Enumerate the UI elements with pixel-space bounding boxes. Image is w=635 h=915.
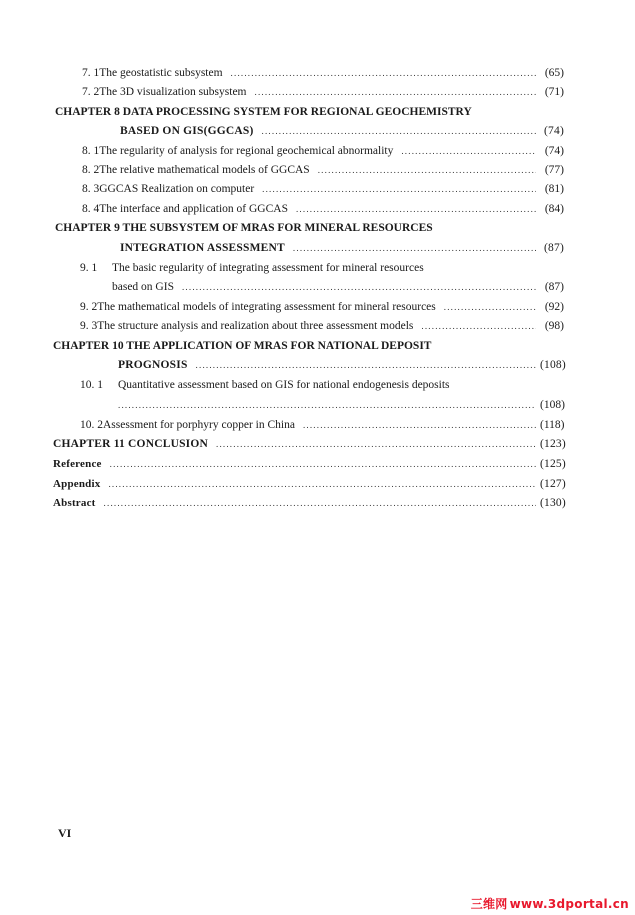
- dot-leader: [262, 182, 536, 196]
- entry-title: Abstract: [53, 497, 96, 509]
- section-title-continued: based on GIS: [112, 281, 174, 293]
- dot-leader: [182, 280, 536, 294]
- dot-leader: [118, 398, 536, 412]
- toc-entry-8-3[interactable]: [82, 182, 564, 196]
- page-number: (87): [544, 281, 564, 293]
- dot-leader: [110, 457, 536, 471]
- toc-entry-7-1[interactable]: [82, 66, 564, 80]
- toc-entry-10-1-first-line[interactable]: [80, 378, 450, 392]
- dot-leader: [296, 202, 536, 216]
- section-title: Quantitative assessment based on GIS for national endogenesis deposits: [118, 379, 450, 391]
- section-number: 9. 2: [80, 301, 98, 313]
- site-watermark: [471, 895, 629, 911]
- page-number: (77): [544, 164, 564, 176]
- watermark-url: www.3dportal.cn: [509, 897, 629, 911]
- page-number: (118): [540, 419, 565, 431]
- toc-entry-10-1[interactable]: [110, 398, 564, 412]
- chapter-title-continued: INTEGRATION ASSESSMENT: [120, 242, 285, 254]
- section-title: The regularity of analysis for regional geochemical abnormality: [99, 145, 394, 157]
- dot-leader: [401, 144, 536, 158]
- chapter-title-continued: BASED ON GIS(GGCAS): [120, 125, 254, 137]
- toc-entry-9-2[interactable]: [80, 300, 564, 314]
- chapter-8-heading[interactable]: CHAPTER 8 DATA PROCESSING SYSTEM FOR REGIONAL GEOCHEMISTRY: [55, 106, 472, 118]
- page-number: (108): [540, 399, 565, 411]
- section-number: 7. 2: [82, 86, 100, 98]
- section-title: The 3D visualization subsystem: [99, 86, 247, 98]
- dot-leader: [231, 66, 536, 80]
- dot-leader: [318, 163, 536, 177]
- chapter-title: CHAPTER 11 CONCLUSION: [53, 438, 208, 450]
- section-title: The geostatistic subsystem: [99, 67, 223, 79]
- section-title: GGCAS Realization on computer: [99, 183, 255, 195]
- section-title: The structure analysis and realization about three assessment models: [97, 320, 414, 332]
- dot-leader: [421, 319, 536, 333]
- section-title: The basic regularity of integrating assessment for mineral resources: [112, 262, 424, 274]
- section-number: 10. 1: [80, 379, 103, 391]
- toc-entry-chapter-9[interactable]: [120, 241, 564, 255]
- dot-leader: [196, 358, 536, 372]
- section-number: 10. 2: [80, 419, 103, 431]
- chapter-10-heading[interactable]: CHAPTER 10 THE APPLICATION OF MRAS FOR NATIONAL DEPOSIT: [53, 340, 432, 352]
- toc-entry-7-2[interactable]: [82, 85, 564, 99]
- section-title: Assessment for porphyry copper in China: [103, 419, 295, 431]
- section-number: 9. 3: [80, 320, 98, 332]
- section-number: 9. 1: [80, 262, 98, 274]
- page-number: (123): [540, 438, 566, 450]
- section-title: The interface and application of GGCAS: [99, 203, 288, 215]
- toc-entry-appendix[interactable]: [53, 477, 564, 491]
- page-number: (125): [540, 458, 566, 470]
- page-number: (127): [540, 478, 566, 490]
- toc-entry-reference[interactable]: [53, 457, 564, 471]
- dot-leader: [255, 85, 537, 99]
- dot-leader: [108, 477, 536, 491]
- section-number: 8. 2: [82, 164, 100, 176]
- section-number: 8. 4: [82, 203, 100, 215]
- dot-leader: [444, 300, 536, 314]
- toc-entry-9-1[interactable]: [112, 280, 564, 294]
- entry-title: Appendix: [53, 478, 101, 490]
- chapter-9-heading[interactable]: CHAPTER 9 THE SUBSYSTEM OF MRAS FOR MINERAL RESOURCES: [55, 222, 433, 234]
- page-number: (84): [544, 203, 564, 215]
- toc-entry-chapter-8[interactable]: [120, 124, 564, 138]
- page-number: (74): [544, 125, 564, 137]
- page-number: (92): [544, 301, 564, 313]
- page-number: (81): [544, 183, 564, 195]
- toc-entry-9-3[interactable]: [80, 319, 564, 333]
- toc-entry-8-4[interactable]: [82, 202, 564, 216]
- page-number: (65): [544, 67, 564, 79]
- dot-leader: [293, 241, 536, 255]
- page-number: (71): [544, 86, 564, 98]
- section-title: The relative mathematical models of GGCAS: [99, 164, 310, 176]
- toc-entry-10-2[interactable]: [80, 418, 564, 432]
- page-number: (108): [540, 359, 566, 371]
- toc-entry-chapter-10[interactable]: [118, 358, 564, 372]
- toc-entry-8-1[interactable]: [82, 144, 564, 158]
- dot-leader: [262, 124, 536, 138]
- page-number: (130): [540, 497, 566, 509]
- page-number: (87): [544, 242, 564, 254]
- watermark-cn: 三维网: [470, 897, 508, 911]
- section-title: The mathematical models of integrating assessment for mineral resources: [97, 301, 436, 313]
- toc-entry-abstract[interactable]: [53, 496, 564, 510]
- toc-entry-chapter-11[interactable]: [53, 437, 564, 451]
- toc-entry-9-1-first-line[interactable]: [80, 261, 424, 275]
- dot-leader: [303, 418, 536, 432]
- section-number: 7. 1: [82, 67, 100, 79]
- dot-leader: [216, 437, 536, 451]
- page-number: (74): [544, 145, 564, 157]
- toc-entry-8-2[interactable]: [82, 163, 564, 177]
- chapter-title-continued: PROGNOSIS: [118, 359, 188, 371]
- page-number: (98): [544, 320, 564, 332]
- dot-leader: [104, 496, 536, 510]
- section-number: 8. 1: [82, 145, 100, 157]
- entry-title: Reference: [53, 458, 102, 470]
- section-number: 8. 3: [82, 183, 100, 195]
- page-folio: VI: [58, 826, 72, 840]
